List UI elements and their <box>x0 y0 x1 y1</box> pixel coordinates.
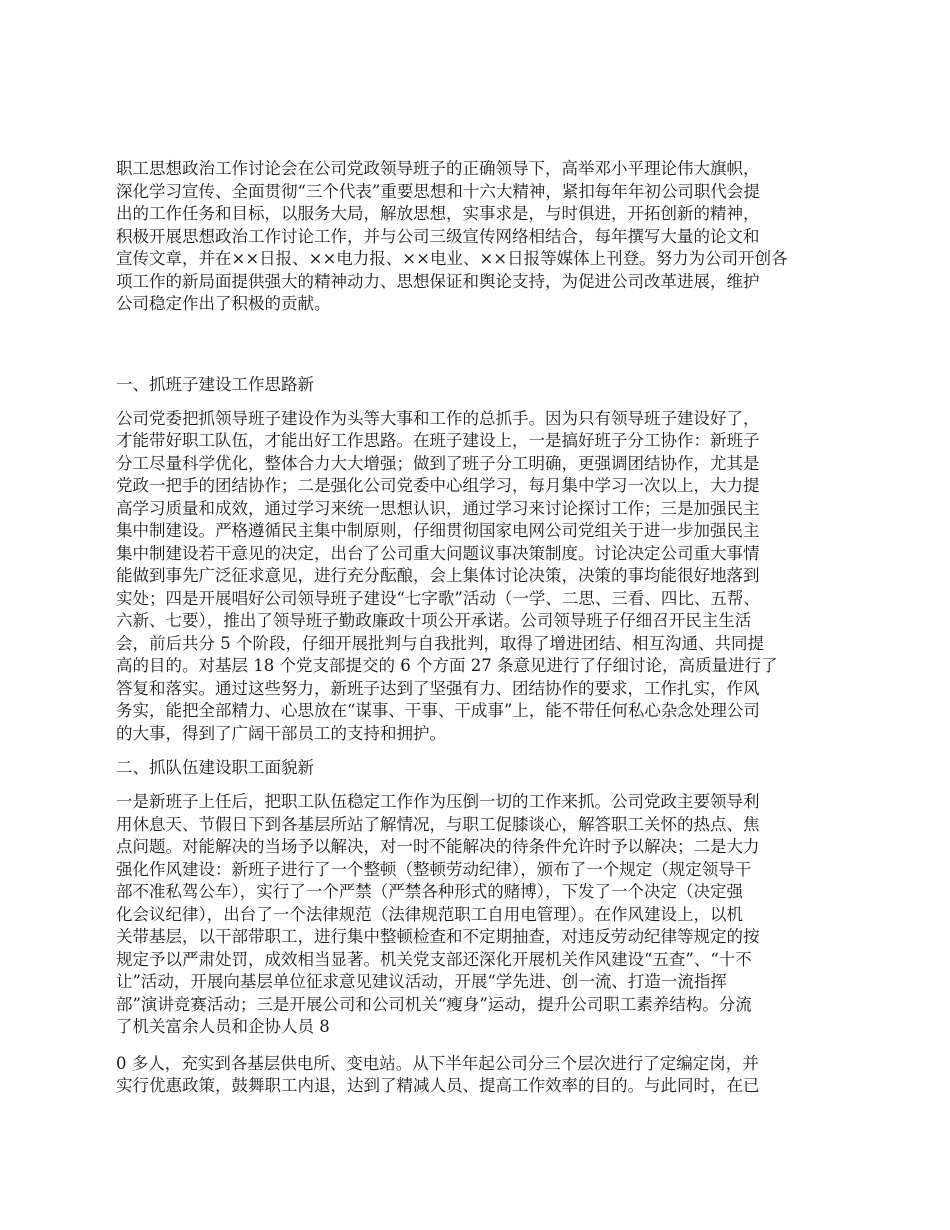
section-1-paragraph: 公司党委把抓领导班子建设作为头等大事和工作的总抓手。因为只有领导班子建设好了， 才能带好职工队伍，才能出好工作思路。在班子建设上，一是搞好班子分工协作：新班子 分工尽量科学优化，整体合力大大增强；做到了班子分工明确，更强调团结协作，尤其是 党政一把手的团结协作；二是强化公司党委中心组学习，每月集中学习一次以上，大力提 高学习质量和成效，通过学习来统一思想认识，通过学习来讨论探讨工作；三是加强民主 集中制建设。严格遵循民主集中制原则，仔细贯彻国家电网公司党组关于进一步加强民主 集中制建设若干意见的决定，出台了公司重大问题议事决策制度。讨论决定公司重大事情 能做到事先广泛征求意见，进行充分酝酿，会上集体讨论决策，决策的事均能很好地落到 实处；四是开展唱好公司领导班子建设“七字歌”活动（一学、二思、三看、四比、五帮、 六新、七要），推出了领导班子勤政廉政十项公开承诺。公司领导班子仔细召开民主生活 会，前后共分 5 个阶段，仔细开展批判与自我批判，取得了增进团结、相互沟通、共同提 高的目的。对基层 18 个党支部提交的 6 个方面 27 条意见进行了仔细讨论，高质量进行了 答复和落实。通过这些努力，新班子达到了坚强有力、团结协作的要求，工作扎实，作风 务实，能把全部精力、心思放在“谋事、干事、干成事”上，能不带任何私心杂念处理公司 的大事，得到了广阔干部员工的支持和拥护。 <box>116 408 778 743</box>
intro-paragraph: 职工思想政治工作讨论会在公司党政领导班子的正确领导下，高举邓小平理论伟大旗帜， 深化学习宣传、全面贯彻“三个代表”重要思想和十六大精神，紧扣每年年初公司职代会提 出的工作任务和目标，以服务大局，解放思想，实事求是，与时俱进，开拓创新的精神， 积极开展思想政治工作讨论工作，并与公司三级宣传网络相结合，每年撰写大量的论文和 宣传文章，并在××日报、××电力报、××电业、××日报等媒体上刊登。努力为公司开创各 项工作的新局面提供强大的精神动力、思想保证和舆论支持，为促进公司改革进展，维护 公司稳定作出了积极的贡献。 <box>116 159 788 313</box>
section-2-continuation-paragraph: 0 多人，充实到各基层供电所、变电站。从下半年起公司分三个层次进行了定编定岗，并 实行优惠政策，鼓舞职工内退，达到了精减人员、提高工作效率的目的。与此同时，在已 <box>116 1053 760 1095</box>
document-body <box>116 158 840 1098</box>
section-heading-2: 二、抓队伍建设职工面貌新 <box>116 758 314 777</box>
section-2-paragraph: 一是新班子上任后，把职工队伍稳定工作作为压倒一切的工作来抓。公司党政主要领导利 用休息天、节假日下到各基层所站了解情况，与职工促膝谈心，解答职工关怀的热点、焦 点问题。对能解决的当场予以解决，对一时不能解决的待条件允许时予以解决；二是大力 强化作风建设：新班子进行了一个整顿（整顿劳动纪律），颁布了一个规定（规定领导干 部不准私驾公车），实行了一个严禁（严禁各种形式的赌博），下发了一个决定（决定强 化会议纪律），出台了一个法律规范（法律规范职工自用电管理）。在作风建设上，以机 关带基层，以干部带职工，进行集中整顿检查和不定期抽查，对违反劳动纪律等规定的按 规定予以严肃处罚，成效相当显著。机关党支部还深化开展机关作风建设“五查”、“十不 让”活动，开展向基层单位征求意见建议活动，开展“学先进、创一流、打造一流指挥 部”演讲竞赛活动；三是开展公司和公司机关“瘦身”运动，提升公司职工素养结构。分流 了机关富余人员和企协人员 8 <box>116 792 760 1036</box>
section-heading-1: 一、抓班子建设工作思路新 <box>116 374 314 394</box>
